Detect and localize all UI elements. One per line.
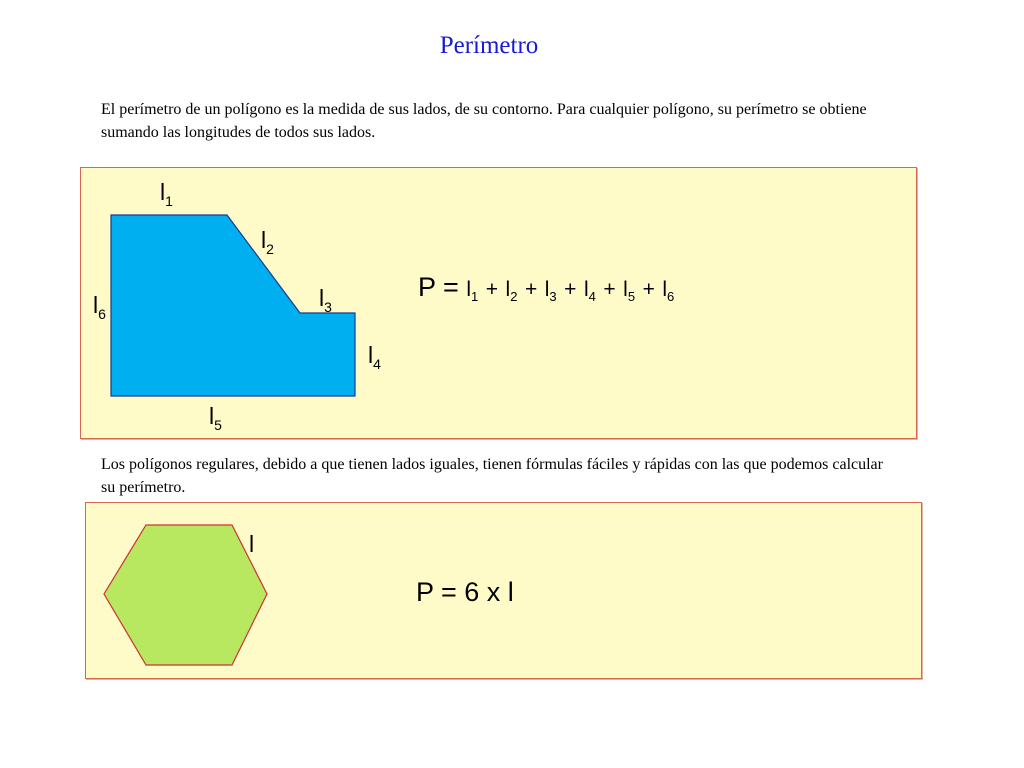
regular-polygons-paragraph: Los polígonos regulares, debido a que tienen lados iguales, tienen fórmulas fáciles y rápidas con las que podemos calcular su perímetro. [101, 456, 883, 496]
intro-paragraph: El perímetro de un polígono es la medida de sus lados, de su contorno. Para cualquier polígono, su perímetro se obtiene sumando las longitudes de todos sus lados. [101, 101, 867, 141]
hexagon-perimeter-formula: P = 6 x l [416, 577, 514, 607]
side-label-6: $l_6$ [93, 292, 106, 322]
side-label-1: $l_1$ [160, 179, 173, 209]
hexagon-panel [85, 502, 922, 679]
irregular-polygon-figure [81, 168, 916, 438]
page-title: Perímetro [439, 32, 539, 59]
side-label-4: $l_4$ [368, 342, 381, 372]
regular-hexagon [104, 525, 267, 665]
perimeter-formula: $P = l_1 + l_2 + l_3 + l_4 + l_5 + l_6$ [418, 272, 675, 304]
side-label-5: $l_5$ [209, 403, 222, 433]
hexagon-side-label: l [249, 531, 255, 557]
side-label-3: $l_3$ [319, 285, 332, 315]
polygon-panel [80, 167, 917, 439]
side-label-2: $l_2$ [261, 227, 274, 257]
